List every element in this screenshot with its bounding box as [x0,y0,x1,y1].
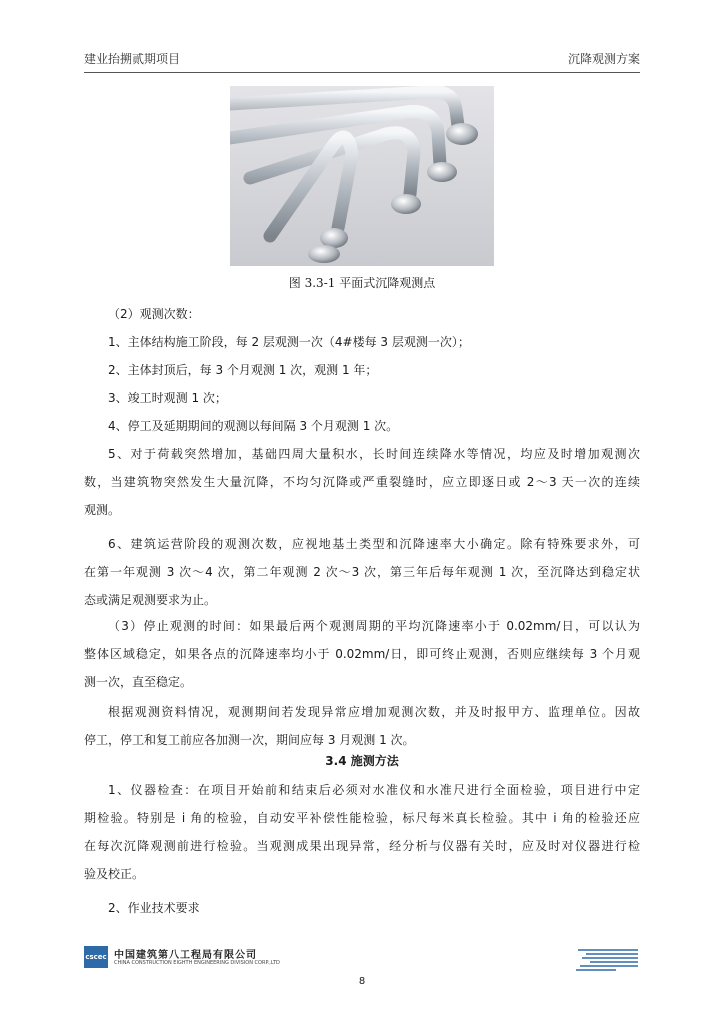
list-item: 1、主体结构施工阶段，每 2 层观测一次（4#楼每 3 层观测一次）； [108,335,470,349]
list-item: 2、主体封顶后，每 3 个月观测 1 次，观测 1 年； [108,363,378,377]
paragraph-line: 6、建筑运营阶段的观测次数，应视地基土类型和沉降速率大小确定。除有特殊要求外，可 [108,537,640,551]
paragraph-line: 在每次沉降观测前进行检验。当观测成果出现异常，经分析与仪器有关时，应及时对仪器进行检 [84,839,640,853]
paragraph-line: 测一次，直至稳定。 [84,675,193,689]
company-name-cn: 中国建筑第八工程局有限公司 [114,950,257,961]
paragraph-work-requirements [84,894,640,922]
company-logo: cscec [84,946,108,968]
settlement-rods-image [230,86,494,266]
paragraph-line: 根据观测资料情况，观测期间若发现异常应增加观测次数，并及时报甲方、监理单位。因故 [108,705,640,719]
paragraph-line: （3）停止观测的时间：如果最后两个观测周期的平均沉降速率小于 0.02mm/日，可以认为 [108,619,640,633]
paragraph-line: 期检验。特别是 i 角的检验，自动安平补偿性能检验，标尺每米真长检验。其中 i 角的检验还应 [84,811,640,825]
company-name-en: CHINA CONSTRUCTION EIGHTH ENGINEERING DIVISION CORP.,LTD [114,960,280,966]
paragraph-line: 整体区域稳定，如果各点的沉降速率均小于 0.02mm/日，即可终止观测，否则应继续每 3 个月观 [84,647,640,661]
paragraph-line: 验及校正。 [84,867,145,881]
page-header [84,50,640,70]
paragraph-line: 1、仪器检查：在项目开始前和结束后必须对水准仪和水准尺进行全面检验，项目进行中定 [108,783,640,797]
section-heading-3-4: 3.4 施测方法 [325,754,399,768]
figure-caption: 图 3.3-1 平面式沉降观测点 [288,276,436,290]
header-project-title: 建业抬搠贰期项目 [84,52,181,66]
section-title: （2）观测次数： [108,307,200,321]
paragraph-report [84,698,640,754]
page-number: 8 [358,976,366,987]
paragraph-line: 数，当建筑物突然发生大量沉降，不均匀沉降或严重裂缝时，应立即逐日或 2～3 天一次的连续 [84,475,640,489]
paragraph-item5 [84,440,640,524]
paragraph-line: 2、作业技术要求 [108,901,200,915]
paragraph-line: 观测。 [84,503,121,517]
paragraph-item6 [84,530,640,614]
header-rule [84,72,640,73]
paragraph-stop-observation [84,612,640,696]
paragraph-line: 在第一年观测 3 次～4 次，第二年观测 2 次～3 次，第三年后每年观测 1 次，至沉降达到稳定状 [84,565,640,579]
paragraph-instrument-check [84,776,640,888]
list-item: 4、停工及延期期间的观测以每间隔 3 个月观测 1 次。 [108,419,399,433]
observation-frequency-section [84,300,640,440]
paragraph-line: 停工，停工和复工前应各加测一次，期间应每 3 月观测 1 次。 [84,733,415,747]
header-doc-title: 沉降观测方案 [567,52,640,66]
settlement-point-photo [230,86,494,266]
list-item: 3、竣工时观测 1 次； [108,391,227,405]
decorative-waves-icon [576,946,640,972]
paragraph-line: 5、对于荷载突然增加，基础四周大量积水，长时间连续降水等情况，均应及时增加观测次 [108,447,640,461]
paragraph-line: 态或满足观测要求为止。 [84,593,217,607]
